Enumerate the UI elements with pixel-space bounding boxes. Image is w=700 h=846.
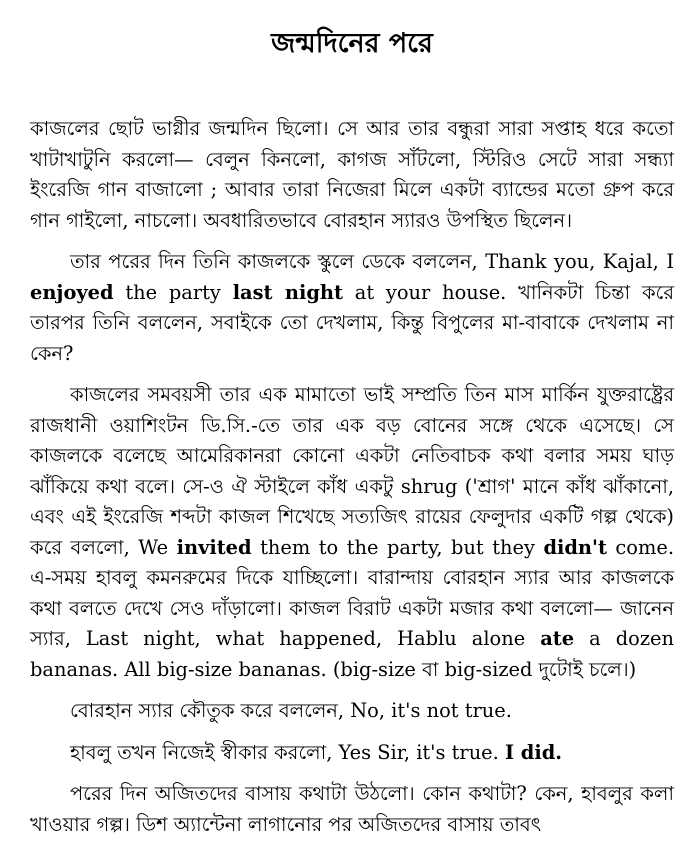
paragraph-5 — [30, 738, 674, 769]
paragraph-3-bold-ate: ate — [540, 627, 575, 650]
paragraph-3-bold-didnt: didn't — [543, 535, 607, 559]
paragraph-2-bold-enjoyed: enjoyed — [30, 280, 114, 304]
paragraph-1: কাজলের ছোট ভাগ্নীর জন্মদিন ছিলো। সে আর তার বন্ধুরা সারা সপ্তাহ ধরে কতো খাটাখাটুনি করলো— বেলুন কিনলো, কাগজ সাঁটলো, স্টিরিও সেটে সারা সন্ধ্যা ইংরেজি গান বাজালো ; আবার তারা নিজেরা মিলে একটা ব্যান্ডের মতো গ্রুপ করে গান গাইলো, নাচলো। অবধারিতভাবে বোরহান স্যারও উপস্থিত ছিলেন। — [30, 117, 674, 232]
paragraph-5-text-1: হাবলু তখন নিজেই স্বীকার করলো, Yes Sir, it's true. — [70, 740, 505, 764]
paragraph-2-text-3: at your house. খানিকটা চিন্তা করে তারপর তিনি বললেন, সবাইকে তো দেখলাম, কিন্তু বিপুলের মা-বাবাকে দেখলাম না কেন? — [30, 280, 674, 365]
paragraph-2-text-2: the party — [113, 280, 233, 304]
paragraph-6: পরের দিন অজিতদের বাসায় কথাটা উঠলো। কোন কথাটা? কেন, হাবলুর কলা খাওয়ার গল্প। ডিশ অ্যান্টেনা লাগানোর পর অজিতদের বাসায় তাবৎ — [30, 782, 674, 836]
paragraph-3-text-4: a dozen bananas. All big-size bananas. (big-size বা big-sized দুটোই চলে।) — [30, 627, 675, 681]
paragraph-3-text-3: come. এ-সময় হাবলু কমনরুমের দিকে যাচ্ছিলো। বারান্দায় বোরহান স্যার আর কাজলকে কথা বলতে দেখে সেও দাঁড়ালো। কাজল বিরাট একটা মজার কথা বললো— জানেন স্যার, Last night, what happened, Hablu alone — [30, 535, 674, 650]
chapter-title: জন্মদিনের পরে — [271, 28, 433, 59]
paragraph-3-bold-invited: invited — [176, 535, 252, 559]
paragraph-2-bold-last-night: last night — [232, 280, 343, 304]
paragraph-3 — [30, 380, 674, 685]
paragraph-5-bold-i-did: I did. — [504, 740, 563, 764]
paragraph-4: বোরহান স্যার কৌতুক করে বললেন, No, it's not true. — [70, 699, 512, 722]
paragraph-3-text-2: them to the party, but they — [251, 535, 544, 559]
paragraph-3-text-1: কাজলের সমবয়সী তার এক মামাতো ভাই সম্প্রতি তিন মাস মার্কিন যুক্তরাষ্ট্রের রাজধানী ওয়াশিংটন ডি.সি.-তে তার এক বড় বোনের সঙ্গে থেকে এসেছে। সে কাজলকে বলেছে আমেরিকানরা কোনো একটা নেতিবাচক কথা বলার সময় ঘাড় ঝাঁকিয়ে কথা বলে। সে-ও ঐ স্টাইলে কাঁধ একটু shrug ('শ্রাগ' মানে কাঁধ ঝাঁকানো, এবং এই ইংরেজি শব্দটা কাজল শিখেছে সত্যজিৎ রায়ের ফেলুদার একটি গল্প থেকে) করে বললো, We — [30, 383, 674, 559]
paragraph-2-text-1: তার পরের দিন তিনি কাজলকে স্কুলে ডেকে বললেন, Thank you, Kajal, I — [70, 250, 674, 273]
paragraph-2 — [30, 247, 674, 369]
